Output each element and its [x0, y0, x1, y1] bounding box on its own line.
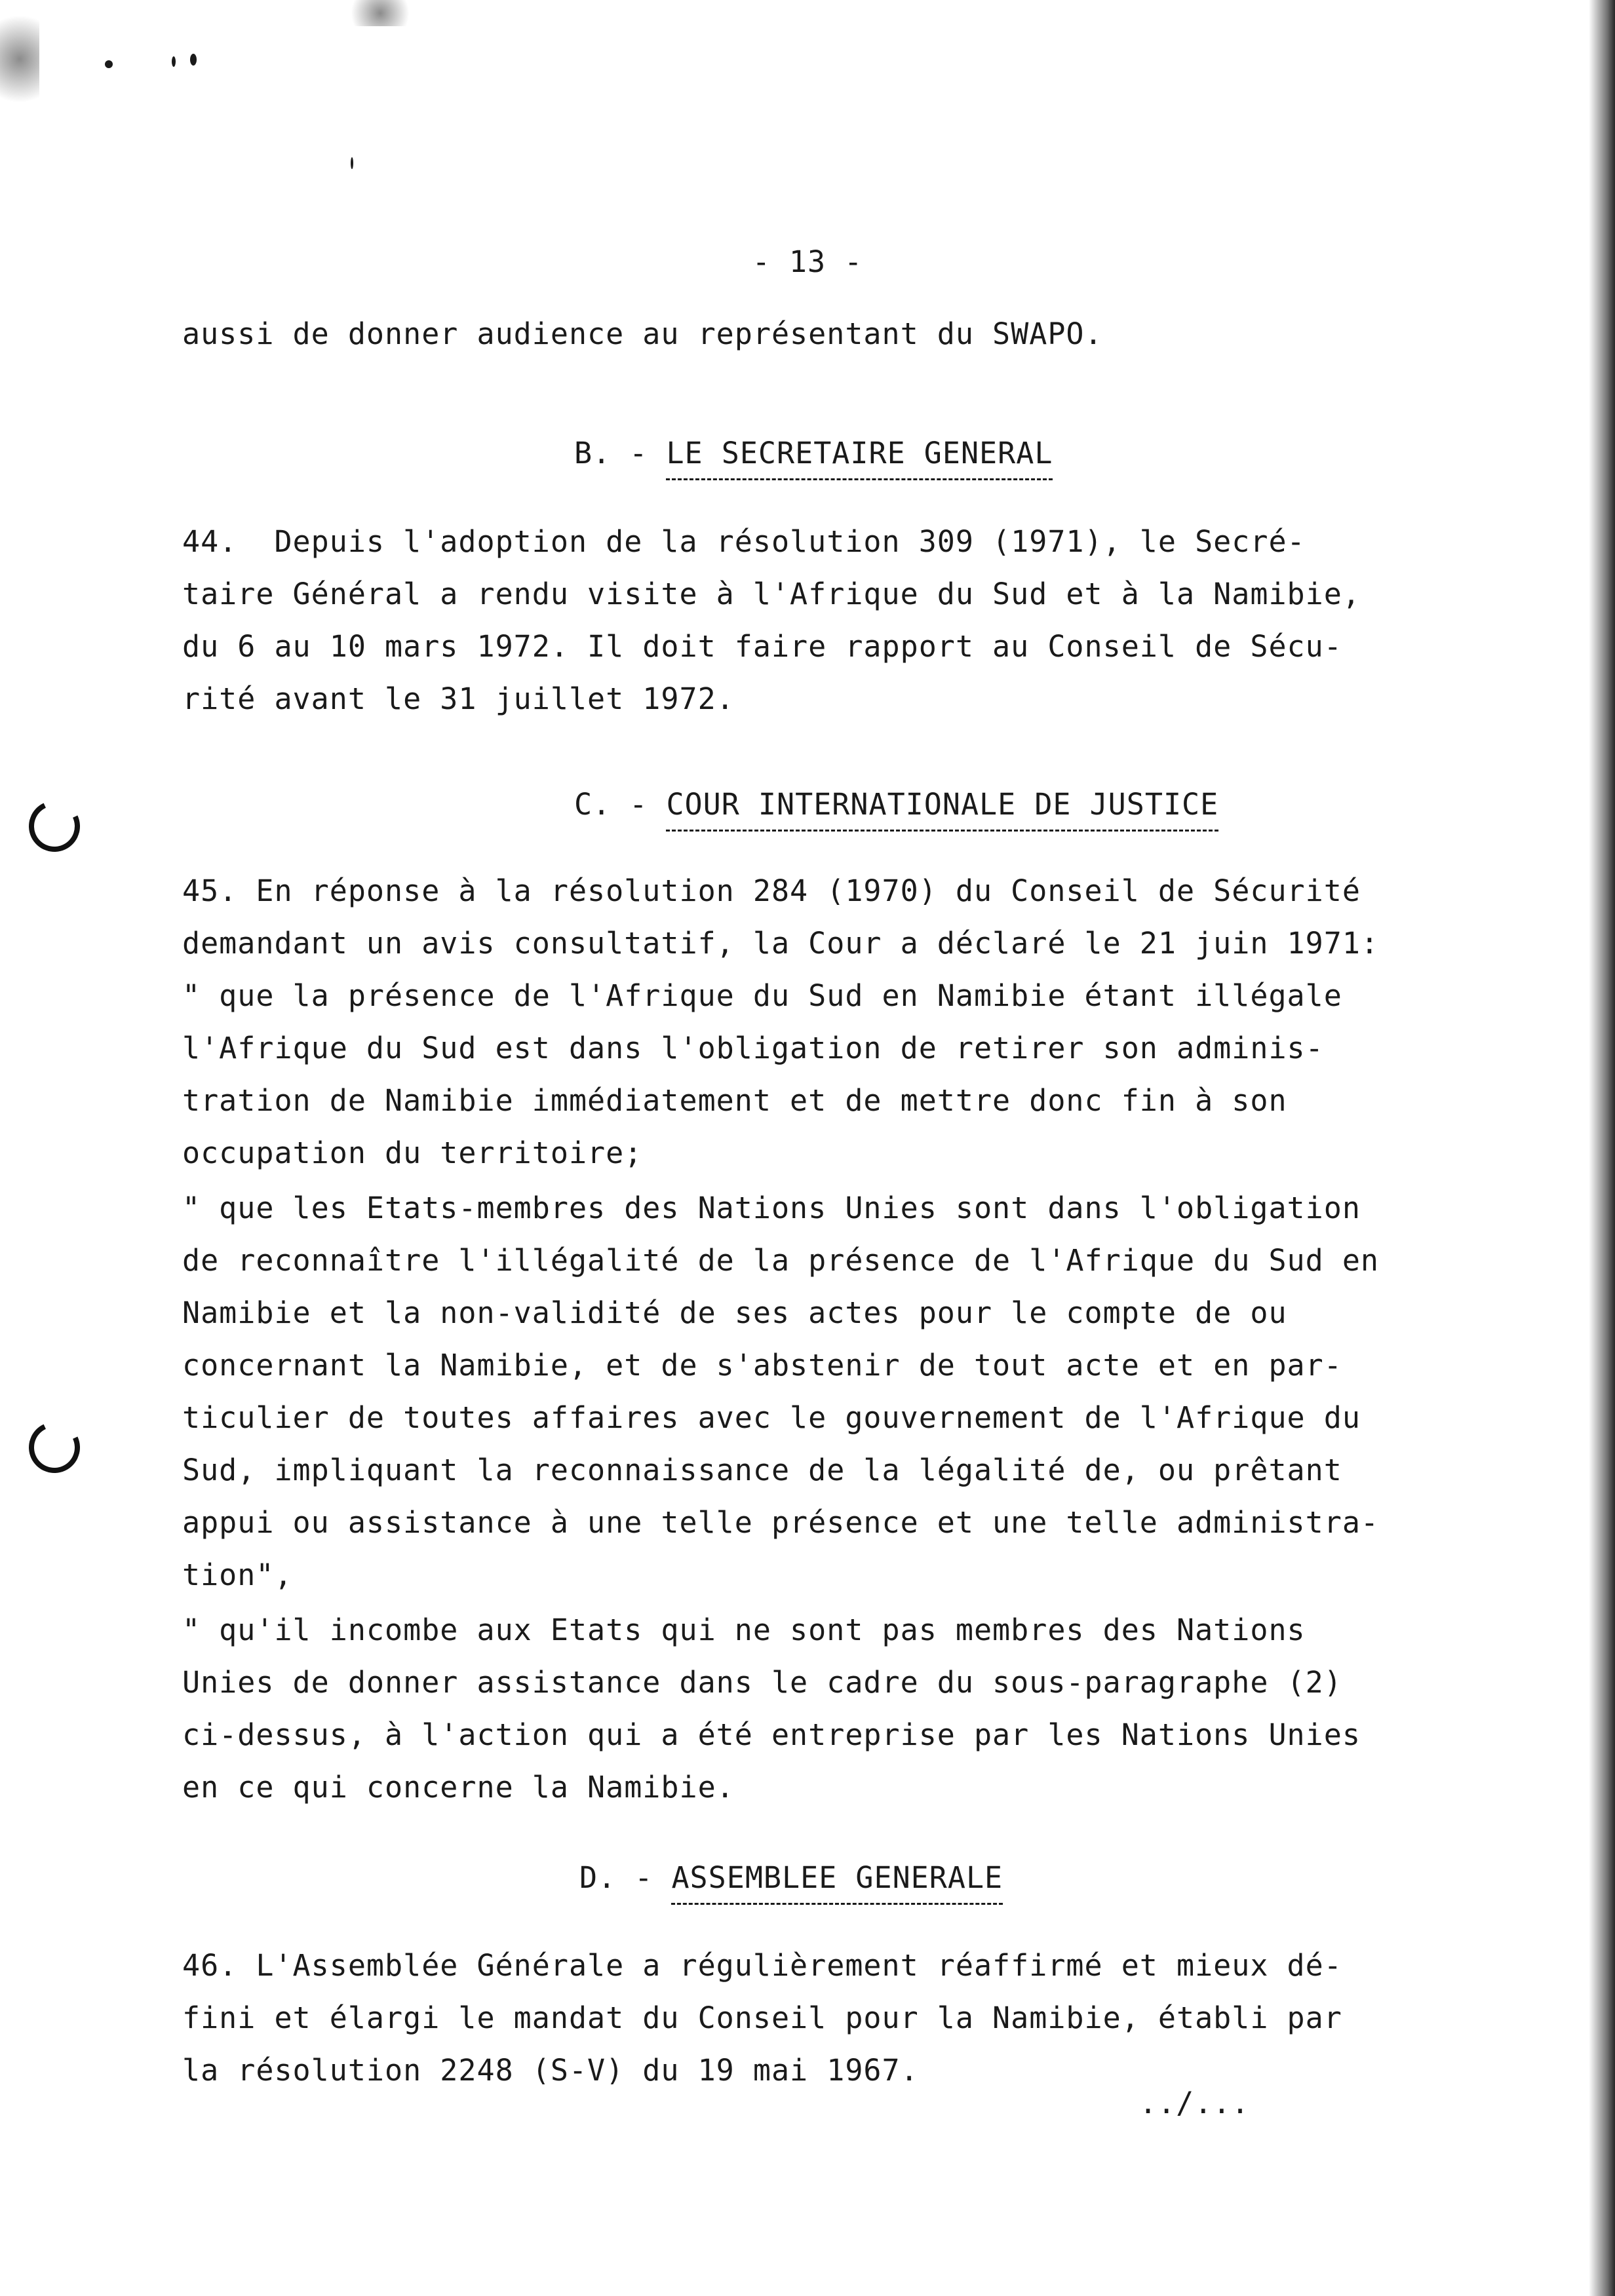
paragraph-line: fini et élargi le mandat du Conseil pour la Namibie, établi par — [182, 2000, 1342, 2035]
paragraph-line: 44. Depuis l'adoption de la résolution 309 (1971), le Secré- — [182, 524, 1306, 559]
section-title: ASSEMBLEE GENERALE — [671, 1858, 1003, 1905]
scan-artifact — [351, 157, 353, 169]
paragraph-line: en ce qui concerne la Namibie. — [182, 1770, 735, 1805]
punch-hole-mark — [22, 794, 87, 859]
paragraph-line: Namibie et la non-validité de ses actes pour le compte de ou — [182, 1295, 1287, 1330]
page-number: - 13 - — [752, 244, 863, 279]
punch-hole-mark — [22, 1415, 87, 1480]
section-heading — [579, 1858, 1003, 1905]
paragraph-line: de reconnaître l'illégalité de la présence de l'Afrique du Sud en — [182, 1243, 1379, 1278]
section-label: B. - — [574, 436, 648, 470]
section-title: COUR INTERNATIONALE DE JUSTICE — [666, 785, 1218, 832]
paragraph-line: 46. L'Assemblée Générale a régulièrement réaffirmé et mieux dé- — [182, 1948, 1342, 1983]
section-label: D. - — [579, 1860, 653, 1895]
continuation-text: aussi de donner audience au représentant du SWAPO. — [182, 316, 1103, 351]
paragraph-line: tion", — [182, 1558, 293, 1592]
scan-artifact — [0, 0, 39, 118]
scan-artifact — [172, 56, 176, 67]
paragraph-line: " que la présence de l'Afrique du Sud en Namibie étant illégale — [182, 978, 1342, 1013]
section-heading — [574, 434, 1053, 480]
paragraph-line: la résolution 2248 (S-V) du 19 mai 1967. — [182, 2053, 919, 2088]
section-label: C. - — [574, 787, 648, 822]
paragraph-line: " qu'il incombe aux Etats qui ne sont pas membres des Nations — [182, 1613, 1306, 1647]
paragraph-line: rité avant le 31 juillet 1972. — [182, 681, 735, 716]
paragraph-line: l'Afrique du Sud est dans l'obligation de retirer son adminis- — [182, 1031, 1324, 1065]
section-title: LE SECRETAIRE GENERAL — [666, 434, 1053, 480]
paragraph-line: tration de Namibie immédiatement et de mettre donc fin à son — [182, 1083, 1287, 1118]
section-heading — [574, 785, 1218, 832]
continued-marker: ../... — [1139, 2086, 1250, 2120]
paragraph-line: ticulier de toutes affaires avec le gouvernement de l'Afrique du — [182, 1400, 1361, 1435]
paragraph-line: du 6 au 10 mars 1972. Il doit faire rapport au Conseil de Sécu- — [182, 629, 1342, 664]
paragraph-line: " que les Etats-membres des Nations Unies sont dans l'obligation — [182, 1191, 1361, 1225]
paragraph-line: concernant la Namibie, et de s'abstenir de tout acte et en par- — [182, 1348, 1342, 1383]
paragraph-line: Sud, impliquant la reconnaissance de la légalité de, ou prêtant — [182, 1453, 1342, 1487]
page-edge-shadow — [1589, 0, 1615, 2296]
scan-artifact — [105, 60, 113, 68]
paragraph-line: taire Général a rendu visite à l'Afrique du Sud et à la Namibie, — [182, 577, 1361, 611]
paragraph-line: appui ou assistance à une telle présence et une telle administra- — [182, 1505, 1379, 1540]
scan-artifact — [190, 54, 197, 66]
scan-artifact — [341, 0, 419, 26]
paragraph-line: Unies de donner assistance dans le cadre du sous-paragraphe (2) — [182, 1665, 1342, 1700]
paragraph-line: ci-dessus, à l'action qui a été entreprise par les Nations Unies — [182, 1717, 1361, 1752]
paragraph-line: 45. En réponse à la résolution 284 (1970) du Conseil de Sécurité — [182, 873, 1361, 908]
paragraph-line: occupation du territoire; — [182, 1136, 643, 1170]
paragraph-line: demandant un avis consultatif, la Cour a déclaré le 21 juin 1971: — [182, 926, 1379, 961]
